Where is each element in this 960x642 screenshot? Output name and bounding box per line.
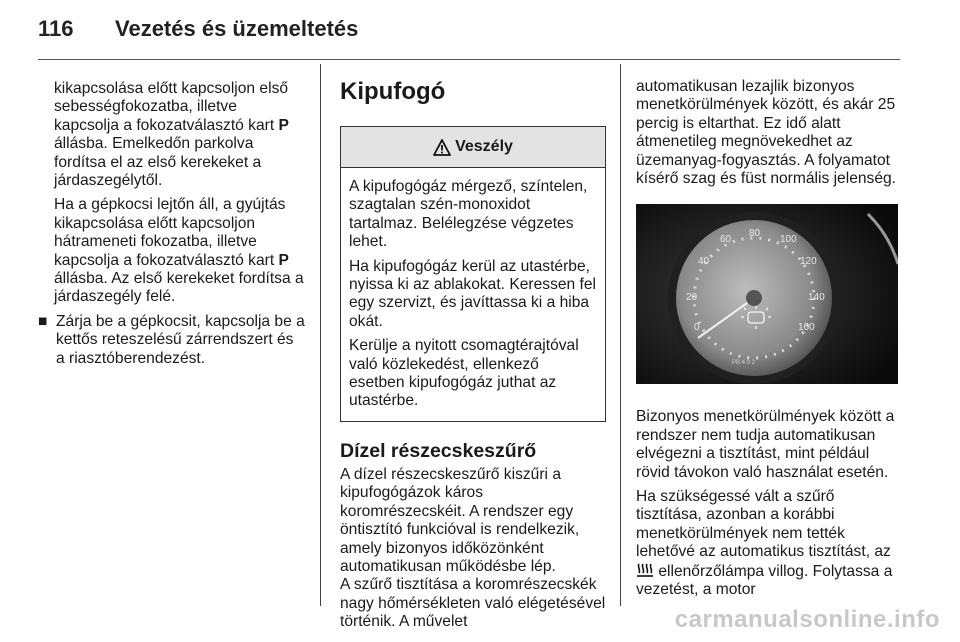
bullet-icon: ■ xyxy=(38,312,48,330)
danger-title: Veszély xyxy=(455,137,513,155)
svg-text:40: 40 xyxy=(698,256,710,268)
section-heading: Kipufogó xyxy=(340,78,446,105)
watermark: carmanualsonline.info xyxy=(674,606,940,633)
svg-text:120: 120 xyxy=(800,256,817,268)
svg-text:80: 80 xyxy=(749,228,761,240)
svg-text:0: 0 xyxy=(694,322,700,334)
column-3 xyxy=(636,78,904,606)
page-title: Vezetés és üzemeltetés xyxy=(115,16,359,41)
warning-icon xyxy=(433,139,451,156)
speedometer-image xyxy=(636,204,898,384)
svg-text:100: 100 xyxy=(780,234,797,246)
danger-box xyxy=(340,126,606,422)
subsection-heading: Dízel részecskeszűrő xyxy=(340,439,537,462)
header-rule xyxy=(38,59,900,60)
danger-body xyxy=(341,168,605,421)
paragraph: automatikusan lezajlik bizonyos menetkörülmények között, és akár 25 percig is eltarthat. Ez idő alatt átmenetileg megnövekedhet az üzemanyag-fogyasztás. A folyamatot kísérő szag és füst normális jelenség. xyxy=(636,78,897,188)
danger-paragraph: Kerülje a nyitott csomagtérajtóval való közlekedést, ellenkező esetben kipufogógáz juthat az utastérbe. xyxy=(349,337,579,410)
column-1 xyxy=(38,80,306,374)
page-number: 116 xyxy=(38,16,74,41)
instrument-photo xyxy=(636,204,898,384)
svg-text:140: 140 xyxy=(808,292,825,304)
photo-label: PB 4 0 2 xyxy=(732,360,756,367)
danger-header xyxy=(341,127,605,168)
column-divider-2 xyxy=(620,64,621,606)
dpf-warning-icon xyxy=(636,562,654,578)
paragraph: A dízel részecskeszűrő kiszűri a kipufogógázok káros koromrészecskéit. A rendszer egy öntisztító funkcióval is rendelkezik, amely bizonyos időközönként automatikusan működésbe lép. xyxy=(340,465,580,575)
column-divider-1 xyxy=(320,64,321,606)
paragraph: A szűrő tisztítása a koromrészecskék nagy hőmérsékleten való elégetésével történik. A művelet xyxy=(340,576,606,631)
svg-text:60: 60 xyxy=(720,234,732,246)
svg-text:20: 20 xyxy=(686,292,698,304)
page-header xyxy=(0,0,960,56)
danger-paragraph: A kipufogógáz mérgező, színtelen, szagtalan szén-monoxidot tartalmaz. Belélegzése végzetes lehet. xyxy=(349,178,588,251)
bullet-item: ■ Zárja be a gépkocsit, kapcsolja be a kettős reteszelésű zárrendszert és a riasztóberendezést. xyxy=(38,312,305,367)
paragraph: kikapcsolása előtt kapcsoljon első sebességfokozatba, illetve kapcsolja a fokozatválasztó kart P állásba. Emelkedőn parkolva fordítsa el az első kerekeket a járdaszegélytől. xyxy=(54,80,289,190)
paragraph: Ha a gépkocsi lejtőn áll, a gyújtás kikapcsolása előtt kapcsoljon hátrameneti fokozatba, illetve kapcsolja a fokozatválasztó kart P állásba. Az első kerekeket fordítsa a járdaszegély felé. xyxy=(54,196,304,306)
column-2 xyxy=(340,78,606,638)
danger-paragraph: Ha kipufogógáz kerül az utastérbe, nyissa ki az ablakokat. Keressen fel egy szervizt, és javíttassa ki a hiba okát. xyxy=(349,257,597,330)
paragraph: Ha szükségessé vált a szűrő tisztítása, azonban a korábbi menetkörülmények nem tették lehetővé az automatikus tisztítást, az ellenőrzőlámpa villog. Folytassa a vezetést, a motor xyxy=(636,488,893,599)
paragraph: Bizonyos menetkörülmények között a rendszer nem tudja automatikusan elvégezni a tisztítást, mint például rövid távokon való használat esetén. xyxy=(636,408,895,481)
svg-text:160: 160 xyxy=(798,322,815,334)
